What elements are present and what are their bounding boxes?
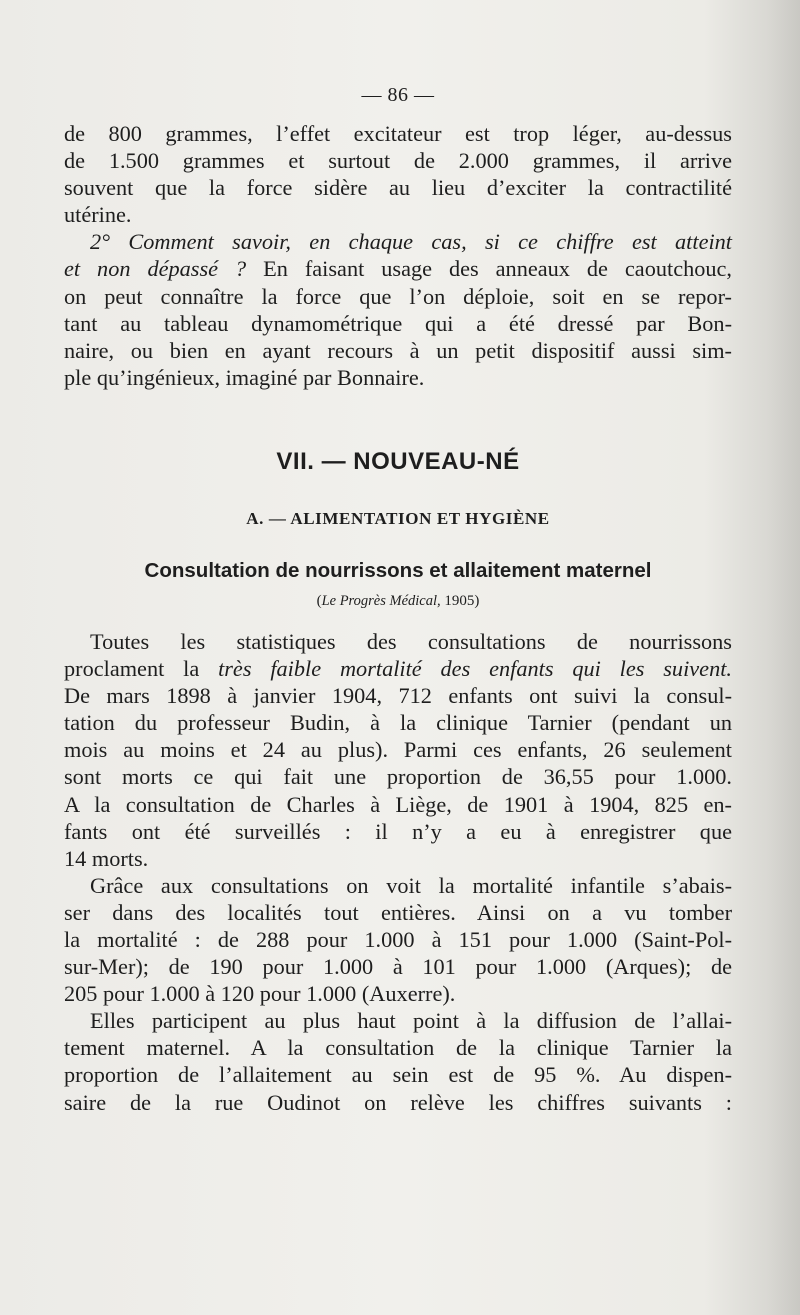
text-line: souvent que la force sidère au lieu d’exciter la contractilité [64,175,732,201]
section-heading: A. — ALIMENTATION ET HYGIÈNE [246,508,550,528]
source-open-paren: ( [316,592,322,609]
text-run: En faisant usage des anneaux de caoutchouc, [246,256,733,282]
text-line [64,655,732,682]
text-line: fants ont été surveillés : il n’y a eu à enregistrer que [64,818,732,844]
text-line: de 1.500 grammes et surtout de 2.000 grammes, il arrive [64,148,732,174]
top-paragraph [64,120,732,228]
paragraph-breastfeeding [64,1007,732,1115]
question-paragraph [64,228,732,391]
text-line: proportion de l’allaitement au sein est de 95 %. Au dispen- [64,1062,732,1088]
text-line: sur-Mer); de 190 pour 1.000 à 101 pour 1.000 (Arques); de [64,954,732,980]
article-title: Consultation de nourrissons et allaitement maternel [144,558,652,582]
italic-phrase: et non dépassé ? [64,256,247,282]
text-line: Elles participent au plus haut point à la diffusion de l’allai- [90,1008,732,1034]
question-line: 2° Comment savoir, en chaque cas, si ce chiffre est atteint [90,229,732,255]
text-line: De mars 1898 à janvier 1904, 712 enfants ont suivi la consul- [64,683,732,709]
text-line: A la consultation de Charles à Liège, de 1901 à 1904, 825 en- [64,791,732,817]
text-line: tement maternel. A la consultation de la clinique Tarnier la [64,1035,732,1061]
text-line: 14 morts. [64,845,149,871]
text-line: on peut connaître la force que l’on déploie, soit en se repor- [64,283,732,309]
text-line: Toutes les statistiques des consultations de nourrissons [90,628,732,654]
text-column [64,82,732,1116]
source-citation [64,590,732,612]
text-line: mois au moins et 24 au plus). Parmi ces enfants, 26 seulement [64,737,732,763]
text-line: Grâce aux consultations on voit la mortalité infantile s’abais- [90,872,732,898]
page-number: — 86 — [361,84,435,106]
source-year: 1905) [444,592,480,609]
text-run: proclament la [64,656,219,682]
text-line: 205 pour 1.000 à 120 pour 1.000 (Auxerre). [64,981,456,1007]
text-line: ser dans des localités tout entières. Ainsi on a vu tomber [64,899,732,925]
italic-phrase: très faible mortalité des enfants qui les suivent. [218,656,732,682]
source-journal: Le Progrès Médical, [321,592,441,609]
text-line: utérine. [64,202,132,228]
paragraph-mortality [64,628,732,872]
text-line: de 800 grammes, l’effet excitateur est trop léger, au-dessus [64,121,732,146]
text-line: saire de la rue Oudinot on relève les chiffres suivants : [64,1089,732,1115]
text-line [64,255,732,282]
text-line: la mortalité : de 288 pour 1.000 à 151 pour 1.000 (Saint-Pol- [64,926,732,952]
text-line: tant au tableau dynamométrique qui a été dressé par Bon- [64,310,732,336]
text-line: ple qu’ingénieux, imaginé par Bonnaire. [64,364,425,390]
text-line: tation du professeur Budin, à la clinique Tarnier (pendant un [64,710,732,736]
chapter-heading: VII. — NOUVEAU-NÉ [276,447,520,475]
text-line: sont morts ce qui fait une proportion de 36,55 pour 1.000. [64,764,732,790]
text-line: naire, ou bien en ayant recours à un petit dispositif aussi sim- [64,337,732,363]
paragraph-localities [64,872,732,1007]
